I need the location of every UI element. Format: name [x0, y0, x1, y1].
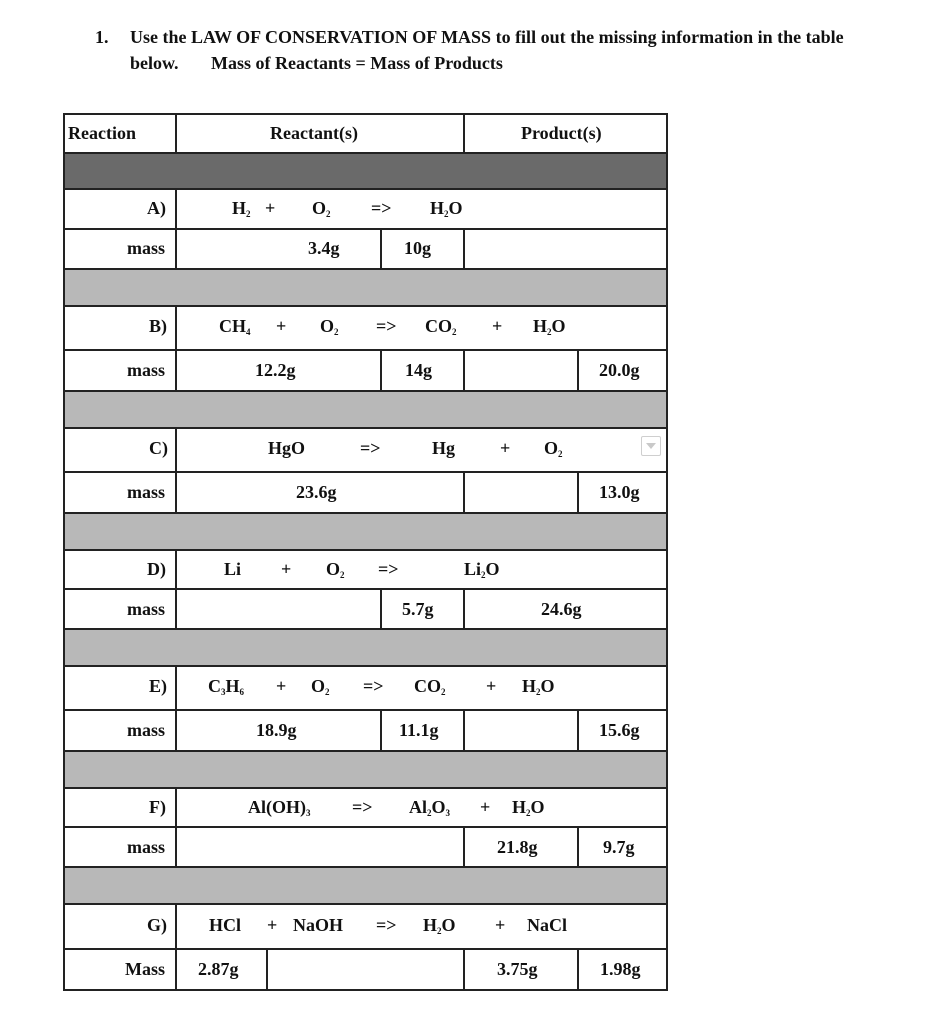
- formula-hgo: HgO: [268, 438, 306, 458]
- formula-hcl: HCl: [209, 915, 242, 935]
- reaction-arrow: =>: [378, 559, 399, 579]
- reaction-label-e: E): [149, 676, 167, 696]
- reaction-label-d: D): [147, 559, 166, 579]
- formula-co2: $CO_2$: [414, 676, 446, 697]
- plus-sign: +: [500, 438, 511, 458]
- col-divider: [463, 113, 465, 153]
- formula-o2: $O_2$: [544, 438, 563, 459]
- col-divider: [380, 588, 382, 630]
- table-line: [63, 188, 668, 190]
- col-divider: [577, 349, 579, 392]
- separator-band-4: [63, 629, 667, 665]
- header-products: Product(s): [521, 123, 602, 143]
- conservation-rule: Mass of Reactants = Mass of Products: [211, 53, 503, 73]
- col-divider: [175, 113, 177, 153]
- header-reactants: Reactant(s): [270, 123, 358, 143]
- separator-band-3: [63, 513, 667, 549]
- separator-band-2: [63, 391, 667, 427]
- table-line: [63, 588, 668, 590]
- reaction-arrow: =>: [376, 316, 397, 336]
- table-line: [63, 628, 668, 630]
- col-divider: [175, 427, 177, 514]
- reaction-arrow: =>: [363, 676, 384, 696]
- formula-hg: Hg: [432, 438, 456, 458]
- reaction-label-f: F): [149, 797, 166, 817]
- plus-sign: +: [486, 676, 497, 696]
- plus-sign: +: [480, 797, 491, 817]
- question-number: 1.: [95, 27, 109, 47]
- formula-aloh3: $Al(OH)_3$: [248, 797, 311, 818]
- formula-al2o3: $Al_2O_3$: [409, 797, 451, 818]
- table-line: [63, 113, 668, 115]
- mass-label-e: mass: [127, 720, 166, 740]
- mass-label-c: mass: [127, 482, 166, 502]
- plus-sign: +: [492, 316, 503, 336]
- col-divider: [175, 549, 177, 630]
- table-border-left: [63, 113, 65, 991]
- formula-ch4: $CH_4$: [219, 316, 251, 337]
- mass-label-b: mass: [127, 360, 166, 380]
- formula-o2: $O_2$: [312, 198, 331, 219]
- mass-value: 2.87g: [198, 959, 239, 979]
- reaction-arrow: =>: [360, 438, 381, 458]
- reaction-label-b: B): [149, 316, 167, 336]
- formula-h2o: $H_2O$: [533, 316, 566, 337]
- table-line: [63, 549, 668, 551]
- col-divider: [577, 471, 579, 514]
- mass-value: 24.6g: [541, 599, 582, 619]
- chevron-down-icon: [646, 443, 656, 449]
- separator-band-5: [63, 751, 667, 787]
- formula-li2o: $Li_2O$: [464, 559, 500, 580]
- table-line: [63, 268, 668, 270]
- reaction-label-g: G): [147, 915, 167, 935]
- mass-value: 18.9g: [256, 720, 297, 740]
- mass-value: 23.6g: [296, 482, 337, 502]
- header-reaction: Reaction: [68, 123, 136, 143]
- question-line-2-lead: below.: [130, 53, 179, 73]
- col-divider: [577, 948, 579, 991]
- col-divider: [175, 787, 177, 868]
- reaction-arrow: =>: [352, 797, 373, 817]
- mass-value: 15.6g: [599, 720, 640, 740]
- col-divider: [577, 709, 579, 752]
- mass-label-d: mass: [127, 599, 166, 619]
- mass-value: 13.0g: [599, 482, 640, 502]
- col-divider: [463, 471, 465, 514]
- table-line: [63, 665, 668, 667]
- mass-value: 11.1g: [399, 720, 439, 740]
- mass-value: 5.7g: [402, 599, 434, 619]
- mass-value: 1.98g: [600, 959, 641, 979]
- col-divider: [463, 948, 465, 991]
- formula-li: Li: [224, 559, 242, 579]
- mass-value: 12.2g: [255, 360, 296, 380]
- col-divider: [175, 188, 177, 270]
- mass-value: 21.8g: [497, 837, 538, 857]
- formula-o2: $O_2$: [326, 559, 345, 580]
- col-divider: [463, 826, 465, 868]
- col-divider: [577, 826, 579, 868]
- question-line-1: Use the LAW OF CONSERVATION OF MASS to fill out the missing information in the table: [130, 27, 844, 47]
- table-line: [63, 427, 668, 429]
- plus-sign: +: [276, 316, 287, 336]
- mass-value: 20.0g: [599, 360, 640, 380]
- plus-sign: +: [276, 676, 287, 696]
- table-line: [63, 152, 668, 154]
- col-divider: [463, 588, 465, 630]
- mass-label-g: Mass: [125, 959, 165, 979]
- reaction-label-a: A): [147, 198, 166, 218]
- col-divider: [175, 665, 177, 752]
- col-divider: [266, 948, 268, 991]
- formula-nacl: NaCl: [527, 915, 567, 935]
- reaction-arrow: =>: [376, 915, 397, 935]
- col-divider: [175, 903, 177, 991]
- table-line: [63, 228, 668, 230]
- plus-sign: +: [281, 559, 292, 579]
- mass-value: 3.75g: [497, 959, 538, 979]
- mass-label-f: mass: [127, 837, 166, 857]
- col-divider: [175, 305, 177, 392]
- reaction-arrow: =>: [371, 198, 392, 218]
- col-divider: [380, 349, 382, 392]
- table-line: [63, 787, 668, 789]
- formula-h2o: $H_2O$: [423, 915, 456, 936]
- table-border-right: [666, 113, 668, 991]
- separator-band-1: [63, 269, 667, 305]
- mass-value: 14g: [405, 360, 432, 380]
- mass-value: 10g: [404, 238, 431, 258]
- answer-dropdown[interactable]: [641, 436, 661, 456]
- formula-h2: $H_2$: [232, 198, 251, 219]
- separator-band-6: [63, 867, 667, 903]
- table-line: [63, 903, 668, 905]
- header-band-dark: [63, 153, 667, 188]
- formula-co2: $CO_2$: [425, 316, 457, 337]
- plus-sign: +: [267, 915, 278, 935]
- col-divider: [380, 709, 382, 752]
- plus-sign: +: [265, 198, 276, 218]
- mass-value: 3.4g: [308, 238, 340, 258]
- plus-sign: +: [495, 915, 506, 935]
- col-divider: [463, 349, 465, 392]
- formula-h2o: $H_2O$: [512, 797, 545, 818]
- formula-h2o: $H_2O$: [522, 676, 555, 697]
- reaction-label-c: C): [149, 438, 168, 458]
- formula-naoh: NaOH: [293, 915, 344, 935]
- mass-value: 9.7g: [603, 837, 635, 857]
- col-divider: [463, 228, 465, 270]
- table-line: [63, 305, 668, 307]
- formula-c3h6: $C_3H_6$: [208, 676, 245, 697]
- formula-o2: $O_2$: [311, 676, 330, 697]
- formula-h2o: $H_2O$: [430, 198, 463, 219]
- col-divider: [463, 709, 465, 752]
- col-divider: [380, 228, 382, 270]
- formula-o2: $O_2$: [320, 316, 339, 337]
- mass-label-a: mass: [127, 238, 166, 258]
